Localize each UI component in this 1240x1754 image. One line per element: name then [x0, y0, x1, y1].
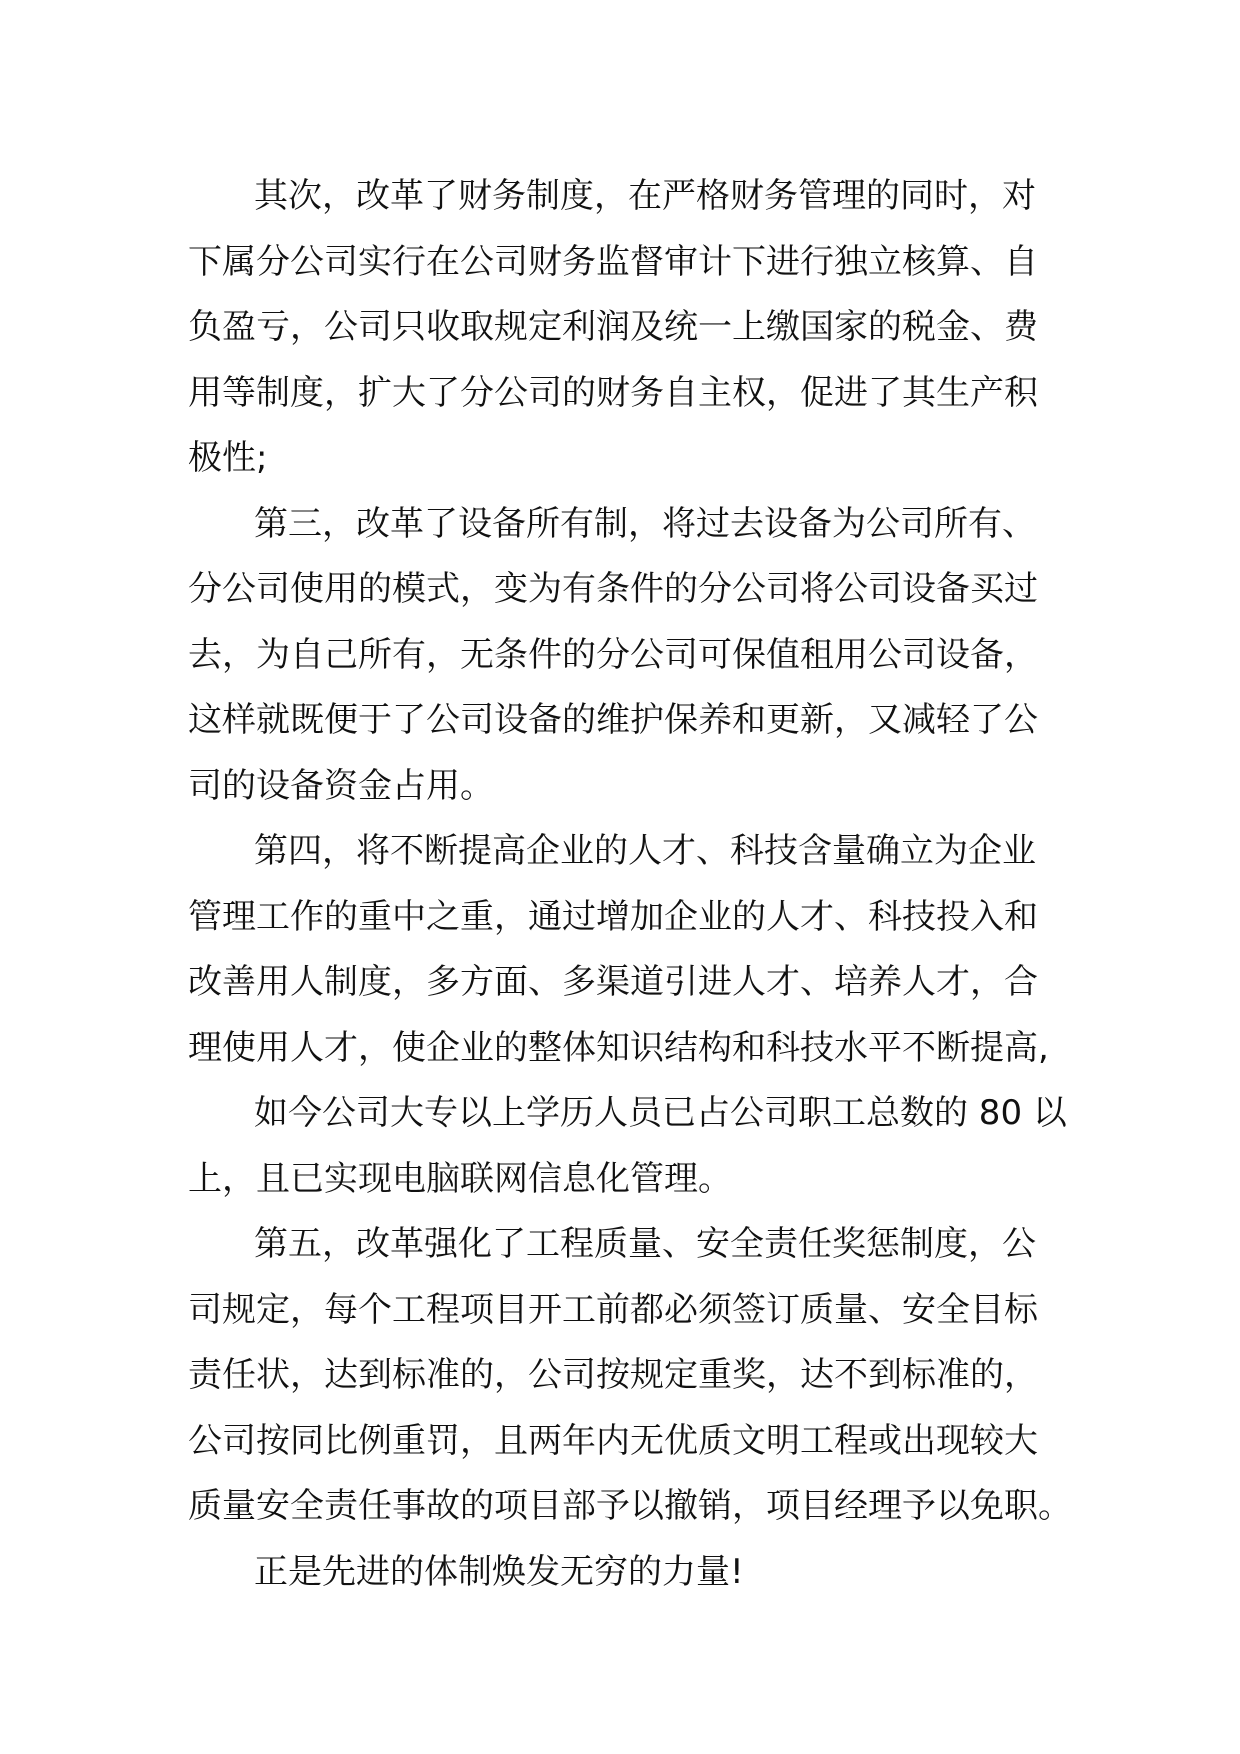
paragraph-1-line-4: 用等制度，扩大了分公司的财务自主权，促进了其生产积: [188, 372, 1038, 413]
paragraph-2-line-4: 这样就既便于了公司设备的维护保养和更新，又减轻了公: [188, 700, 1038, 740]
paragraph-5-line-3: 责任状，达到标准的，公司按规定重奖，达不到标准的，: [188, 1355, 1038, 1395]
paragraph-1-line-1: 其次，改革了财务制度，在严格财务管理的同时，对: [254, 176, 1036, 216]
paragraph-1-line-2: 下属分公司实行在公司财务监督审计下进行独立核算、自: [188, 241, 1038, 282]
paragraph-6-line-1: 正是先进的体制焕发无穷的力量!: [254, 1551, 744, 1592]
paragraph-2-line-3: 去，为自己所有，无条件的分公司可保值租用公司设备，: [188, 634, 1038, 675]
paragraph-5-line-4: 公司按同比例重罚，且两年内无优质文明工程或出现较大: [188, 1420, 1038, 1461]
paragraph-2-line-1: 第三，改革了设备所有制，将过去设备为公司所有、: [254, 503, 1036, 544]
paragraph-3-line-3: 改善用人制度，多方面、多渠道引进人才、培养人才，合: [188, 962, 1038, 1002]
paragraph-5-line-5: 质量安全责任事故的项目部予以撤销，项目经理予以免职。: [188, 1486, 1072, 1526]
document-body: [188, 164, 1072, 1605]
paragraph-2-line-2: 分公司使用的模式，变为有条件的分公司将公司设备买过: [188, 569, 1038, 609]
paragraph-5-line-1: 第五，改革强化了工程质量、安全责任奖惩制度，公: [254, 1224, 1036, 1264]
paragraph-4-line-1: 如今公司大专以上学历人员已占公司职工总数的 80 以: [254, 1093, 1067, 1133]
paragraph-3-line-4: 理使用人才，使企业的整体知识结构和科技水平不断提高,: [188, 1027, 1049, 1068]
paragraph-4-line-2: 上，且已实现电脑联网信息化管理。: [188, 1158, 732, 1199]
paragraph-5-line-2: 司规定，每个工程项目开工前都必须签订质量、安全目标: [188, 1289, 1038, 1330]
paragraph-1-line-3: 负盈亏，公司只收取规定利润及统一上缴国家的税金、费: [188, 307, 1038, 347]
paragraph-3-line-2: 管理工作的重中之重，通过增加企业的人才、科技投入和: [188, 896, 1038, 937]
paragraph-1-line-5: 极性;: [188, 438, 268, 478]
paragraph-3-line-1: 第四，将不断提高企业的人才、科技含量确立为企业: [254, 831, 1036, 871]
paragraph-2-line-5: 司的设备资金占用。: [188, 765, 494, 806]
